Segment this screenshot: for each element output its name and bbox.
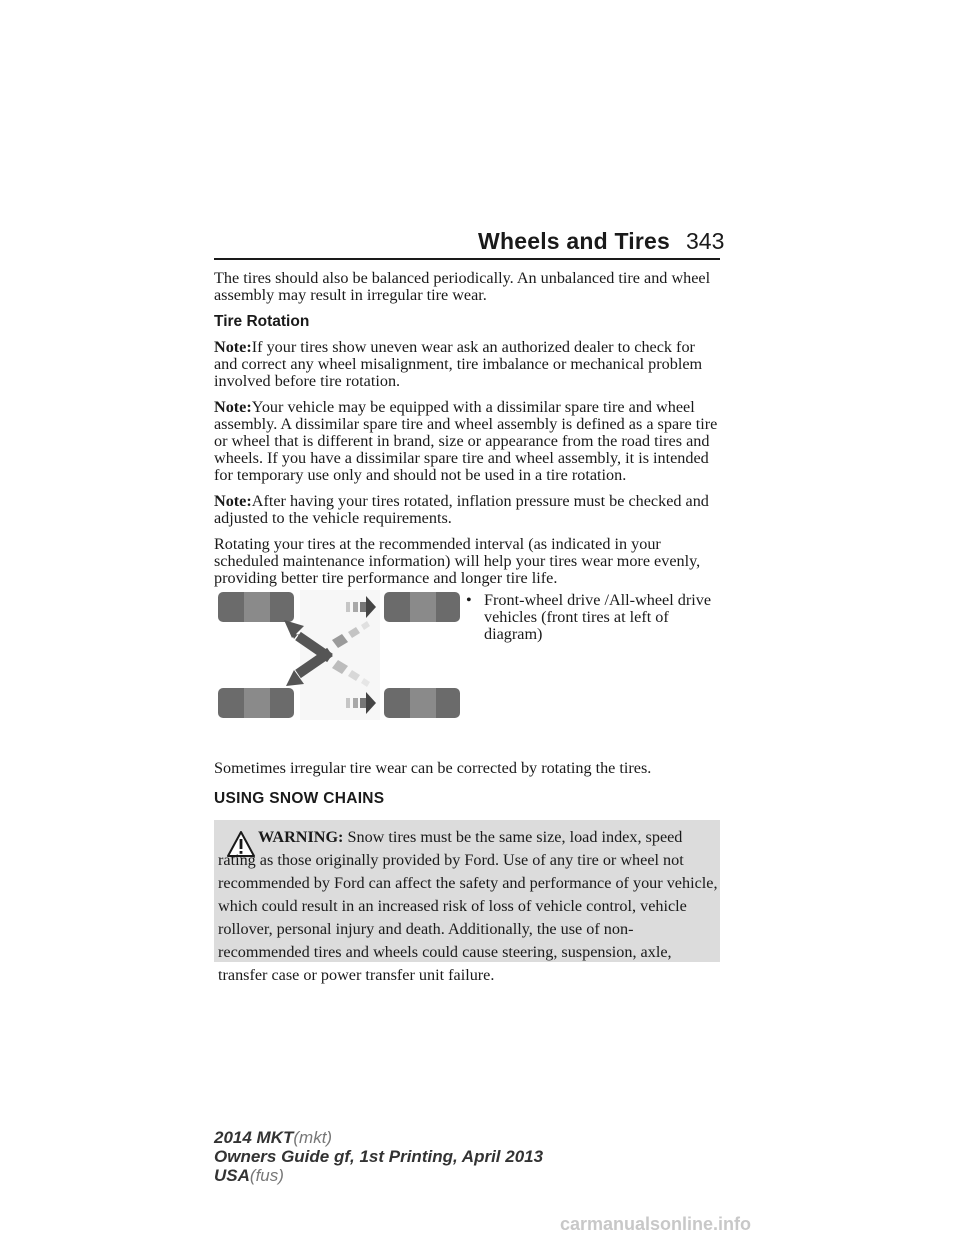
warning-body: Snow tires must be the same size, load index, speed rating as those originally provided by Ford. Use of any tire or wheel not recommended by Ford can affect the safety and performance of your vehicle, which could result in an increased risk of loss of vehicle control, vehicle rollover, personal injury and death. Additionally, the use of non-recommended tires and wheels could cause steering, suspension, axle, transfer case or power transfer unit failure. bbox=[218, 828, 718, 984]
footer-market-code: (fus) bbox=[249, 1166, 284, 1185]
note-label: Note: bbox=[214, 338, 252, 356]
body-text bbox=[214, 270, 720, 596]
subheading-tire-rotation: Tire Rotation bbox=[214, 313, 310, 330]
bullet-dot: • bbox=[466, 591, 472, 609]
footer-model: 2014 MKT bbox=[214, 1128, 294, 1147]
bullet-text: Front-wheel drive /All-wheel drive vehicles (front tires at left of diagram) bbox=[484, 591, 712, 643]
note-label: Note: bbox=[214, 492, 252, 510]
note-text: After having your tires rotated, inflation pressure must be checked and adjusted to the vehicle requirements. bbox=[214, 492, 709, 527]
footer-market: USA bbox=[214, 1166, 250, 1185]
paragraph-balance: The tires should also be balanced periodically. An unbalanced tire and wheel assembly may result in irregular tire wear. bbox=[214, 269, 711, 304]
note-label: Note: bbox=[214, 398, 252, 416]
note-text: If your tires show uneven wear ask an authorized dealer to check for and correct any wheel misalignment, tire imbalance or mechanical problem involved before tire rotation. bbox=[214, 338, 703, 390]
header-rule bbox=[214, 258, 720, 260]
note-2 bbox=[214, 399, 720, 484]
footer-line-2: Owners Guide gf, 1st Printing, April 2013 bbox=[214, 1147, 544, 1166]
section-title-snow-chains-visible: USING SNOW CHAINS bbox=[214, 790, 385, 807]
note-text: Your vehicle may be equipped with a dissimilar spare tire and wheel assembly. A dissimilar spare tire and wheel assembly is defined as a spare tire or wheel that is different in brand, size or appearance from the road tires and wheels. If you have a dissimilar spare tire and wheel assembly, it is intended for temporary use only and should not be used in a tire rotation. bbox=[214, 398, 718, 484]
note-3 bbox=[214, 493, 720, 527]
tire-rear-right bbox=[384, 688, 460, 718]
page-number: 343 bbox=[686, 228, 725, 254]
footer-line-1 bbox=[214, 1128, 543, 1147]
tire-front-left bbox=[218, 592, 294, 622]
footer-model-code: (mkt) bbox=[293, 1128, 333, 1147]
warning-label: WARNING: bbox=[258, 828, 344, 846]
note-1 bbox=[214, 339, 720, 390]
paragraph-rotating: Rotating your tires at the recommended interval (as indicated in your scheduled maintenance information) will help your tires wear more evenly, providing better tire performance and longer tire life. bbox=[214, 535, 701, 587]
warning-box bbox=[214, 820, 720, 984]
tire-rotation-diagram bbox=[214, 588, 464, 720]
page-header-title: Wheels and Tires bbox=[478, 228, 670, 254]
tire-front-right bbox=[384, 592, 460, 622]
watermark: carmanualsonline.info bbox=[560, 1214, 752, 1234]
tire-rear-left bbox=[218, 688, 294, 718]
warning-text bbox=[218, 826, 718, 987]
paragraph-irregular-wear: Sometimes irregular tire wear can be corrected by rotating the tires. bbox=[214, 759, 652, 777]
footer-line-3 bbox=[214, 1166, 543, 1185]
footer bbox=[214, 1128, 543, 1185]
